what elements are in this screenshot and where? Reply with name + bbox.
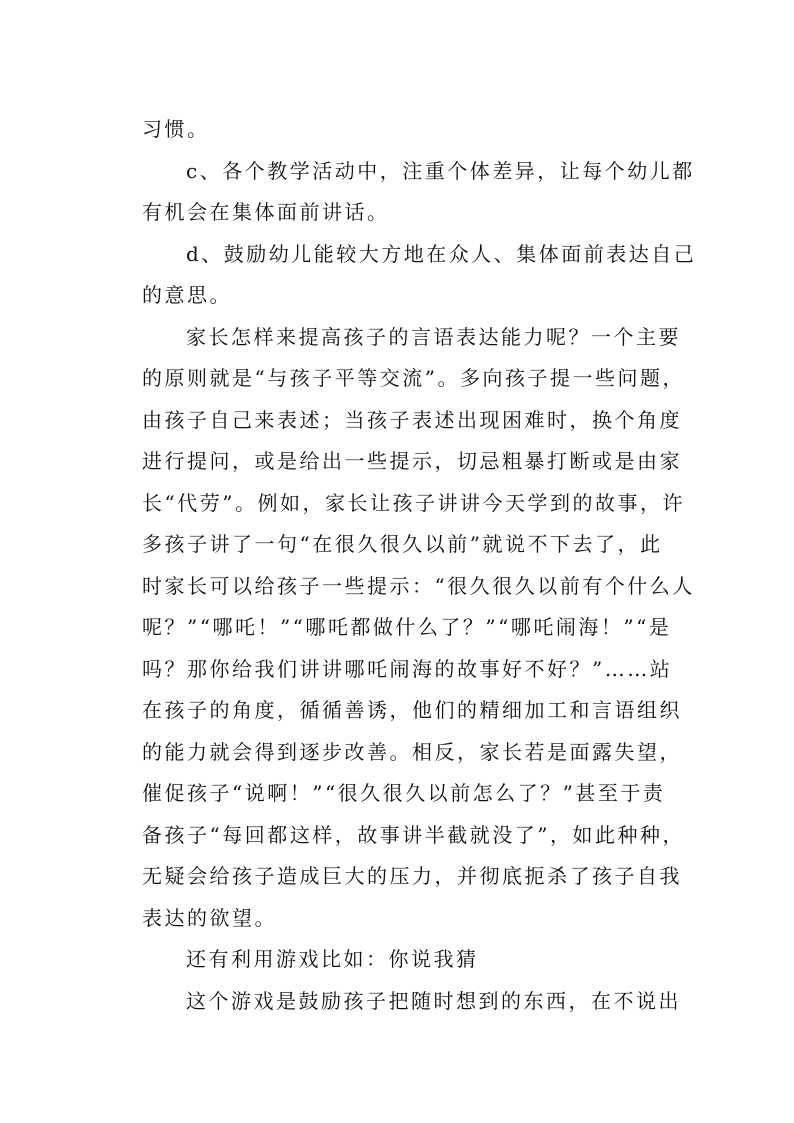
text-line: 的能力就会得到逐步改善。相反，家长若是面露失望， <box>142 740 682 764</box>
text-line: c、各个教学活动中，注重个体差异，让每个幼儿都 <box>186 159 695 183</box>
text-line: 习惯。 <box>142 117 210 141</box>
text-line: 长“代劳”。例如，家长让孩子讲讲今天学到的故事，许 <box>142 491 685 515</box>
text-line: 时家长可以给孩子一些提示：“很久很久以前有个什么人 <box>142 574 695 598</box>
text-line: 无疑会给孩子造成巨大的压力，并彻底扼杀了孩子自我 <box>142 864 682 888</box>
text-line: 有机会在集体面前讲话。 <box>142 200 390 224</box>
text-line: 的原则就是“与孩子平等交流”。多向孩子提一些问题， <box>142 366 685 390</box>
text-line: 的意思。 <box>142 283 232 307</box>
text-line: 呢？”“哪吒！”“哪吒都做什么了？”“哪吒闹海！”“是 <box>142 615 672 639</box>
text-line: 由孩子自己来表述；当孩子表述出现困难时，换个角度 <box>142 408 682 432</box>
text-line: 进行提问，或是给出一些提示，切忌粗暴打断或是由家 <box>142 449 682 473</box>
text-line: 在孩子的角度，循循善诱，他们的精细加工和言语组织 <box>142 698 682 722</box>
text-line: 备孩子“每回都这样，故事讲半截就没了”，如此种种， <box>142 823 685 847</box>
text-line: 家长怎样来提高孩子的言语表达能力呢？一个主要 <box>186 325 681 349</box>
text-line: 表达的欲望。 <box>142 906 277 930</box>
text-line: 吗？那你给我们讲讲哪吒闹海的故事好不好？”……站 <box>142 657 673 681</box>
text-line: 催促孩子“说啊！”“很久很久以前怎么了？”甚至于责 <box>142 781 666 805</box>
text-line: 这个游戏是鼓励孩子把随时想到的东西，在不说出 <box>186 989 681 1013</box>
text-line: 还有利用游戏比如：你说我猜 <box>186 947 479 971</box>
text-line: d、鼓励幼儿能较大方地在众人、集体面前表达自己 <box>186 242 697 266</box>
text-line: 多孩子讲了一句“在很久很久以前”就说不下去了，此 <box>142 532 663 556</box>
